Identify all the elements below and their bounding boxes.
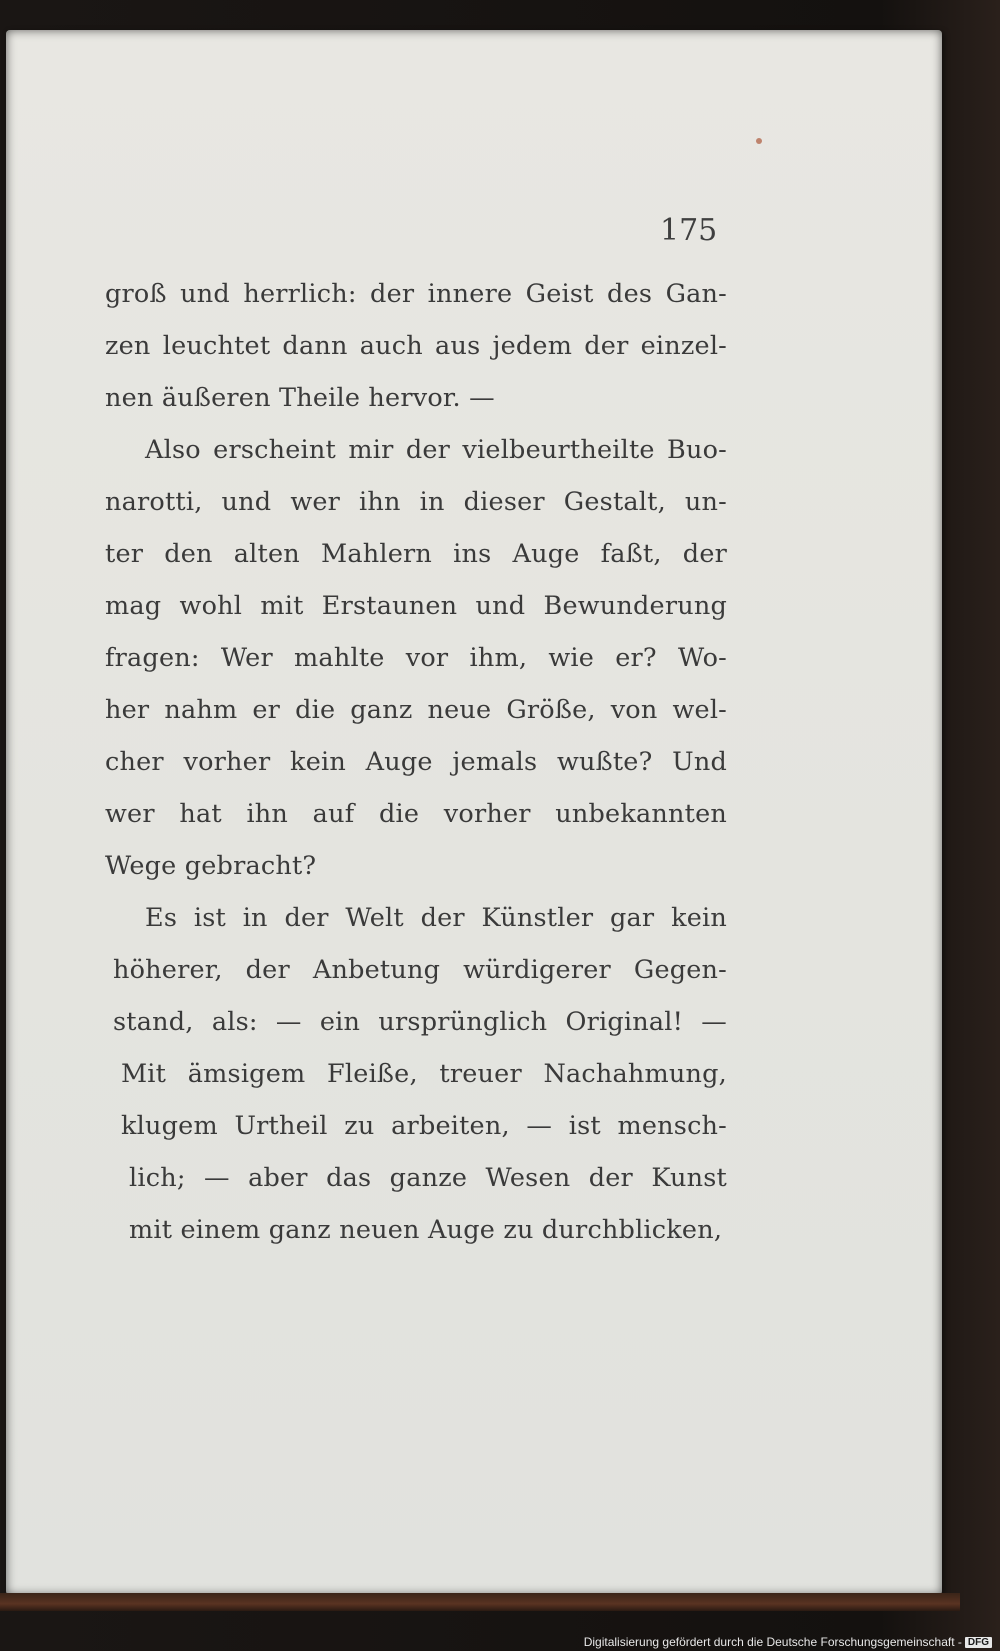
text-line: narotti, und wer ihn in dieser Gestalt, un- <box>105 487 727 517</box>
text-line: wer hat ihn auf die vorher unbekannten <box>105 799 727 829</box>
text-line: Wege gebracht? <box>105 851 317 881</box>
digitization-credit <box>584 1635 992 1649</box>
text-line: stand, als: — ein ursprünglich Original! — <box>113 1007 727 1037</box>
text-line: zen leuchtet dann auch aus jedem der einzel- <box>105 331 727 361</box>
text-line: ter den alten Mahlern ins Auge faßt, der <box>105 539 727 569</box>
text-line: klugem Urtheil zu arbeiten, — ist mensch- <box>121 1111 727 1141</box>
credit-text: Digitalisierung gefördert durch die Deutsche Forschungsgemeinschaft - <box>583 1635 962 1649</box>
text-line: Es ist in der Welt der Künstler gar kein <box>145 903 727 933</box>
book-edge <box>0 1593 960 1611</box>
text-line: groß und herrlich: der innere Geist des Gan- <box>105 279 727 309</box>
text-line: höherer, der Anbetung würdigerer Gegen- <box>113 955 727 985</box>
text-line: fragen: Wer mahlte vor ihm, wie er? Wo- <box>105 643 727 673</box>
page-number: 175 <box>660 213 718 248</box>
text-line: mag wohl mit Erstaunen und Bewunderung <box>105 591 727 621</box>
text-line: her nahm er die ganz neue Größe, von wel- <box>105 695 727 725</box>
text-line: lich; — aber das ganze Wesen der Kunst <box>129 1163 727 1193</box>
text-line: Also erscheint mir der vielbeurtheilte Buo- <box>145 435 727 465</box>
paper-stain <box>756 138 762 144</box>
text-line: mit einem ganz neuen Auge zu durchblicken, <box>129 1215 723 1245</box>
body-text <box>105 268 727 1256</box>
text-line: Mit ämsigem Fleiße, treuer Nachahmung, <box>121 1059 727 1089</box>
text-line: nen äußeren Theile hervor. — <box>105 383 495 413</box>
text-line: cher vorher kein Auge jemals wußte? Und <box>105 747 727 777</box>
dfg-logo: DFG <box>965 1637 992 1648</box>
